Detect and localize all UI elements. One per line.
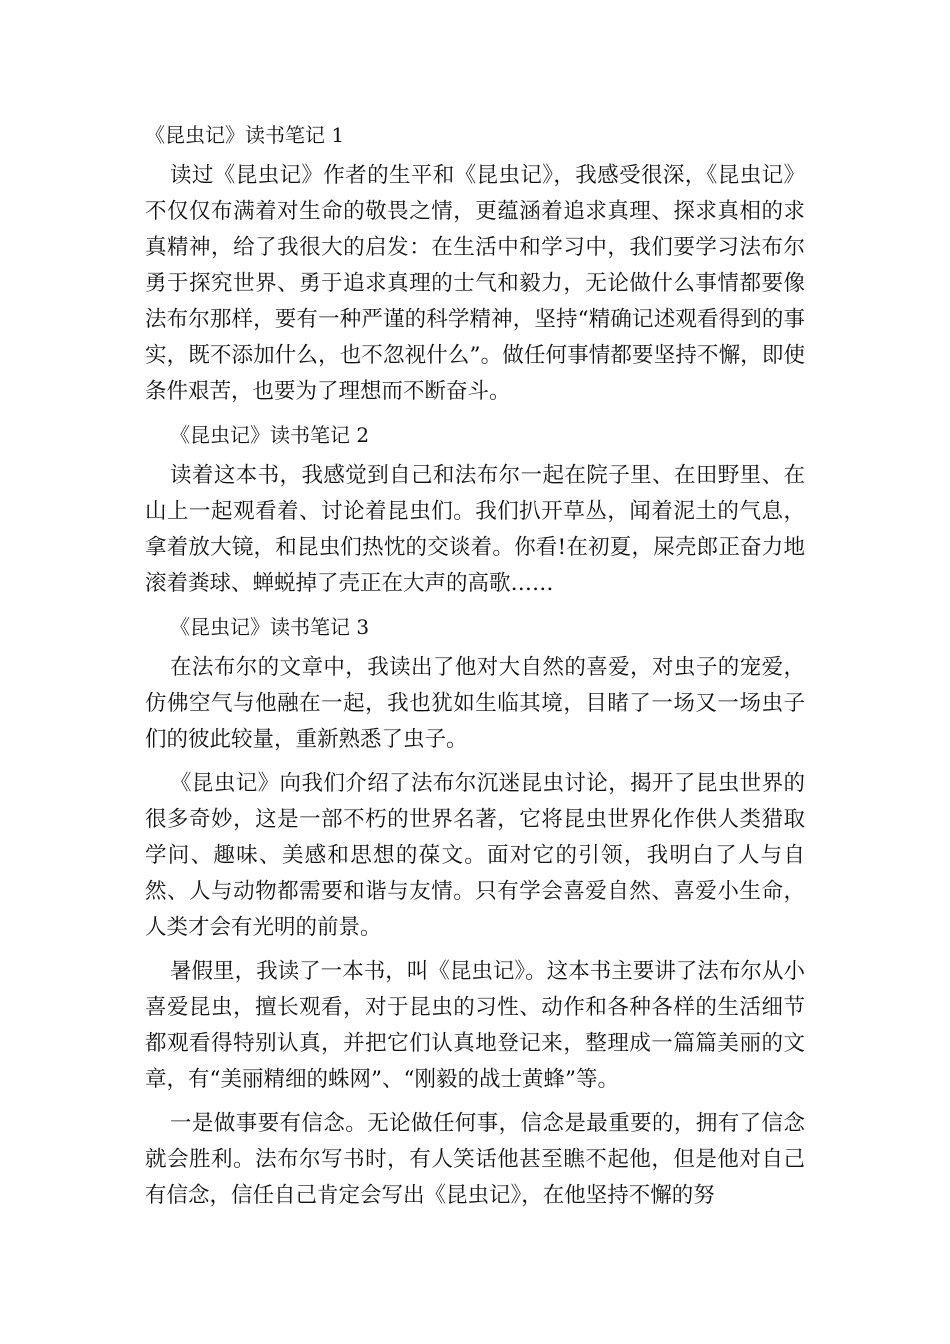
section-heading-1: 《昆虫记》读书笔记 1 — [145, 123, 345, 147]
paragraph: 一是做事要有信念。无论做任何事，信念是最重要的，拥有了信念就会胜利。法布尔写书时，有人笑话他甚至瞧不起他，但是他对自己有信念，信任自己肯定会写出《昆虫记》，在他坚持不懈的努 — [145, 1111, 805, 1208]
paragraph: 暑假里，我读了一本书，叫《昆虫记》。这本书主要讲了法布尔从小喜爱昆虫，擅长观看，对于昆虫的习性、动作和各种各样的生活细节都观看得特别认真，并把它们认真地登记来，整理成一篇篇美丽的文章，有“美丽精细的蛛网”、“刚毅的战士黄蜂”等。 — [145, 959, 805, 1092]
section-heading-2: 《昆虫记》读书笔记 2 — [170, 423, 370, 447]
paragraph: 读过《昆虫记》作者的生平和《昆虫记》，我感受很深，《昆虫记》不仅仅布满着对生命的敬畏之情，更蕴涵着追求真理、探求真相的求真精神，给了我很大的启发：在生活中和学习中，我们要学习法布尔勇于探究世界、勇于追求真理的士气和毅力，无论做什么事情都要像法布尔那样，要有一种严谨的科学精神，坚持“精确记述观看得到的事实，既不添加什么，也不忽视什么”。做任何事情都要坚持不懈，即使条件艰苦，也要为了理想而不断奋斗。 — [145, 163, 805, 404]
section-heading-3: 《昆虫记》读书笔记 3 — [170, 615, 370, 639]
document-page — [145, 118, 805, 1222]
paragraph: 在法布尔的文章中，我读出了他对大自然的喜爱，对虫子的宠爱，仿佛空气与他融在一起，我也犹如生临其境，目睹了一场又一场虫子们的彼此较量，重新熟悉了虫子。 — [145, 655, 805, 752]
paragraph: 读着这本书，我感觉到自己和法布尔一起在院子里、在田野里、在山上一起观看着、讨论着昆虫们。我们扒开草丛，闻着泥土的气息，拿着放大镜，和昆虫们热忱的交谈着。你看!在初夏，屎壳郎正奋力地滚着粪球、蝉蜕掉了壳正在大声的高歌…… — [145, 463, 805, 596]
paragraph: 《昆虫记》向我们介绍了法布尔沉迷昆虫讨论，揭开了昆虫世界的很多奇妙，这是一部不朽的世界名著，它将昆虫世界化作供人类猎取学问、趣味、美感和思想的葆文。面对它的引领，我明白了人与自然、人与动物都需要和谐与友情。只有学会喜爱自然、喜爱小生命，人类才会有光明的前景。 — [145, 771, 805, 940]
